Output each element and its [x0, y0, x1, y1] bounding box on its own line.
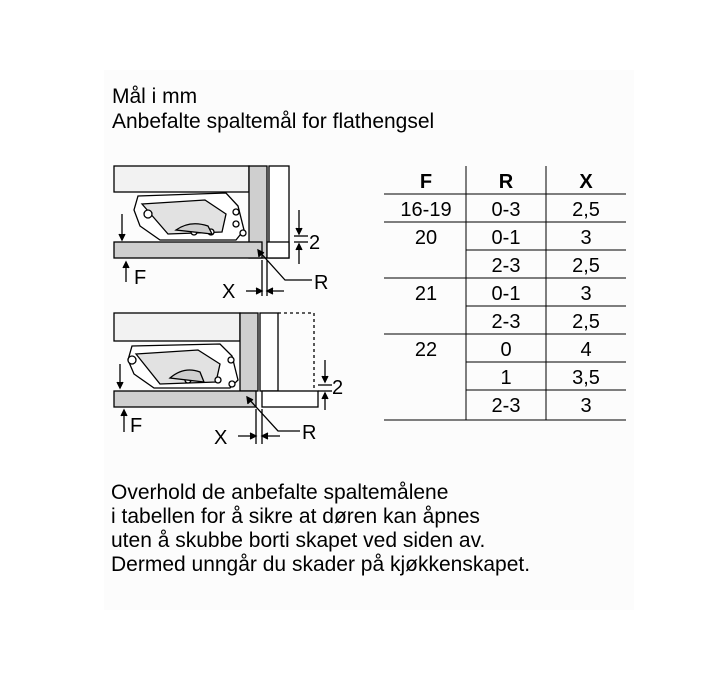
table-cell-x: 3 [580, 227, 592, 249]
table-cell-r: 2-3 [491, 311, 521, 333]
gap-label-top: 2 [309, 232, 321, 254]
table-cell-r: 2-3 [491, 395, 521, 417]
f-label-bottom: F [130, 415, 143, 437]
table-cell-r: 0-1 [491, 227, 521, 249]
table-cell-r: 0 [500, 339, 512, 361]
table-cell-x: 3,5 [572, 367, 600, 389]
table-cell-r: 0-1 [491, 283, 521, 305]
r-label-top: R [314, 272, 329, 294]
table-cell-f: 20 [414, 227, 438, 249]
table-header-r: R [498, 171, 514, 193]
table-cell-f: 22 [414, 339, 438, 361]
table-cell-x: 4 [580, 339, 592, 361]
f-label-top: F [134, 267, 147, 289]
table-cell-x: 3 [580, 283, 592, 305]
note-line: i tabellen for å sikre at døren kan åpnes [111, 505, 480, 528]
note-line: Dermed unngår du skader på kjøkkenskapet. [111, 553, 531, 576]
gap-heading: Anbefalte spaltemål for flathengsel [112, 110, 435, 133]
table-cell-x: 2,5 [572, 311, 600, 333]
table-cell-x: 2,5 [572, 199, 600, 221]
units-heading: Mål i mm [112, 85, 198, 108]
r-label-bottom: R [302, 422, 317, 444]
table-cell-r: 1 [500, 367, 512, 389]
gap-label-bottom: 2 [332, 377, 344, 399]
note-line: Overhold de anbefalte spaltemålene [111, 481, 449, 504]
x-label-top: X [222, 281, 236, 303]
table-cell-f: 21 [414, 283, 438, 305]
table-cell-f: 16-19 [400, 199, 452, 221]
table-cell-r: 2-3 [491, 255, 521, 277]
instruction-note [111, 481, 530, 577]
table-cell-x: 2,5 [572, 255, 600, 277]
table-header-x: X [579, 171, 593, 193]
note-line: uten å skubbe borti skapet ved siden av. [111, 529, 486, 552]
table-cell-r: 0-3 [491, 199, 521, 221]
x-label-bottom: X [214, 427, 228, 449]
table-cell-x: 3 [580, 395, 592, 417]
table-header-f: F [419, 171, 433, 193]
